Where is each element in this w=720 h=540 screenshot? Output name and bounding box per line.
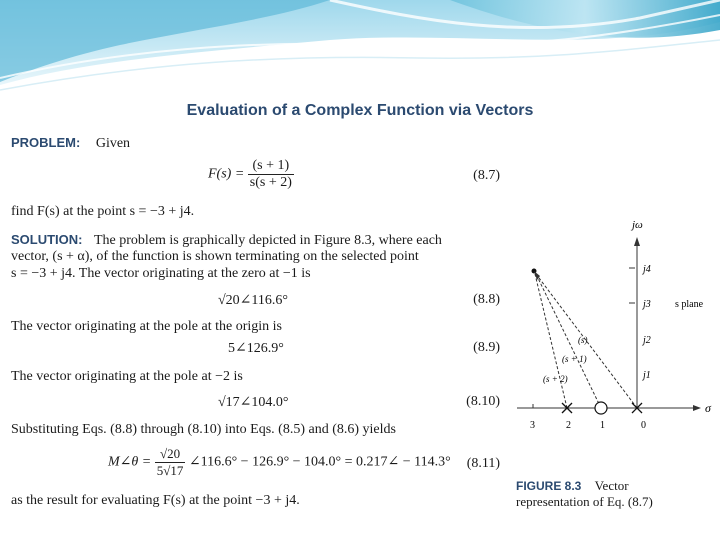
function-lhs: F(s) = [208,166,245,182]
sigma-axis-arrow [693,405,701,411]
eq811-numerator: √20 [155,446,186,463]
function-fraction [248,158,294,191]
solution-text-3: s = −3 + j4. The vector originating at the zero at −1 is [11,266,311,281]
eq-number-8-11: (8.11) [466,456,500,471]
jw-axis-label: jω [632,219,643,231]
vector-label-s-plus-2: (s + 2) [543,374,568,384]
y-tick-j2: j2 [643,335,651,346]
decorative-wave-banner [0,0,720,100]
equation-8-9: 5∠126.9° [228,341,284,356]
caption-label: FIGURE 8.3 [516,479,582,493]
eq-number-8-9: (8.9) [473,340,500,355]
eq811-fraction [155,446,186,479]
equation-8-10: √17∠104.0° [218,395,289,410]
eq-number-8-8: (8.8) [473,292,500,307]
equation-8-11 [108,446,451,479]
problem-section [11,135,130,152]
y-tick-j1: j1 [643,370,651,381]
jw-axis-arrow [634,237,640,246]
equation-8-8: √20∠116.6° [218,293,288,308]
vector-s-plus-1 [536,274,601,408]
solution-text-5: The vector originating at the pole at −2 is [11,369,243,384]
solution-text-2: vector, (s + α), of the function is shown terminating on the selected point [11,249,419,264]
figure-caption [516,478,653,509]
x-tick-1: 1 [600,420,605,431]
function-numerator: (s + 1) [248,158,294,175]
function-denominator: s(s + 2) [249,175,292,190]
y-tick-j4: j4 [643,264,651,275]
find-text: find F(s) at the point s = −3 + j4. [11,204,195,219]
eq811-rhs: ∠116.6° − 126.9° − 104.0° = 0.217∠ − 114.3° [188,454,451,470]
solution-text-4: The vector originating at the pole at the origin is [11,319,282,334]
problem-given: Given [95,136,131,151]
vector-label-s: (s) [578,335,588,345]
solution-text-7: as the result for evaluating F(s) at the point −3 + j4. [11,493,300,508]
solution-line-1 [11,232,442,249]
eq811-lhs: M∠θ = [108,454,152,470]
equation-8-7 [208,158,294,191]
s-plane-figure [505,210,720,440]
s-plane-label: s plane [675,299,704,310]
zero-marker-at-minus-1 [595,402,607,414]
x-tick-2: 2 [566,420,571,431]
x-tick-3: 3 [530,420,535,431]
eq-number-8-10: (8.10) [466,394,500,409]
y-tick-j3: j3 [643,299,651,310]
eq811-denominator: 5√17 [156,463,184,478]
caption-text-2: representation of Eq. (8.7) [516,494,653,509]
solution-label: SOLUTION: [11,232,83,247]
eq-number-8-7: (8.7) [473,168,500,183]
problem-label: PROBLEM: [11,135,81,150]
x-tick-0: 0 [641,420,646,431]
sigma-axis-label: σ [705,401,711,415]
solution-text-6: Substituting Eqs. (8.8) through (8.10) into Eqs. (8.5) and (8.6) yields [11,422,396,437]
caption-text-1: Vector [594,478,629,493]
slide-title: Evaluation of a Complex Function via Vectors [186,102,534,119]
solution-text-1: The problem is graphically depicted in Figure 8.3, where each [94,233,442,248]
vector-label-s-plus-1: (s + 1) [562,354,587,364]
